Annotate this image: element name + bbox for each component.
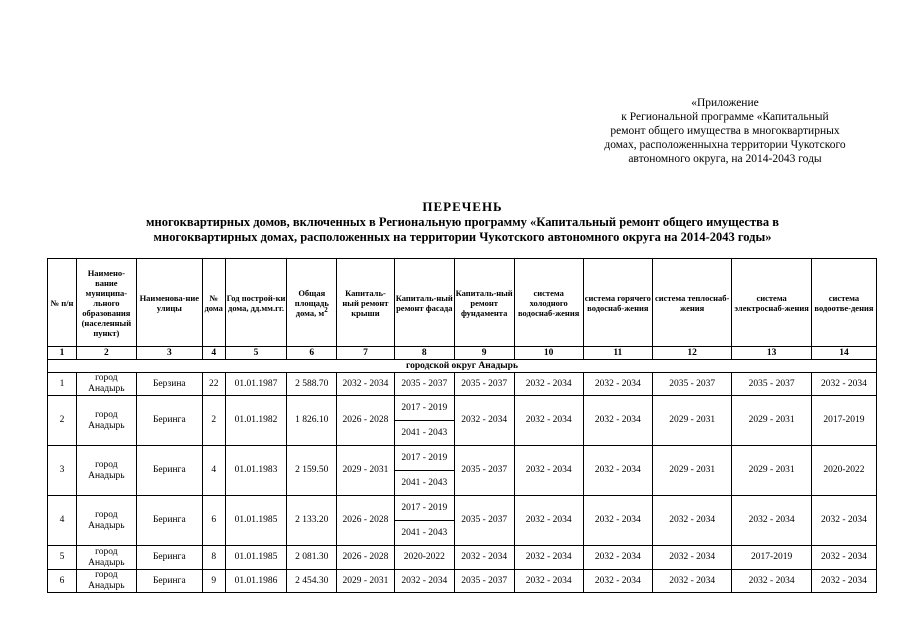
cold-water-cell: 2032 - 2034	[514, 396, 583, 446]
row-number: 4	[48, 496, 77, 546]
area-cell: 2 081.30	[287, 546, 337, 570]
municipality-cell: город Анадырь	[76, 496, 136, 546]
row-number: 1	[48, 373, 77, 396]
column-number: 5	[225, 347, 287, 360]
header-electric: система электроснаб-жения	[732, 259, 811, 347]
drainage-cell: 2032 - 2034	[811, 373, 876, 396]
header-no: № п/н	[48, 259, 77, 347]
heating-cell: 2035 - 2037	[652, 373, 731, 396]
area-cell: 2 133.20	[287, 496, 337, 546]
document-subtitle	[40, 215, 885, 245]
street-cell: Беринга	[136, 396, 202, 446]
document-title: ПЕРЕЧЕНЬ	[422, 199, 503, 214]
year-cell: 01.01.1985	[225, 496, 287, 546]
column-number-row	[48, 347, 877, 360]
heating-cell: 2032 - 2034	[652, 570, 731, 593]
table-row	[48, 546, 877, 570]
hot-water-cell: 2032 - 2034	[583, 396, 652, 446]
table-row	[48, 373, 877, 396]
header-cold-water: система холодного водоснаб-жения	[514, 259, 583, 347]
column-number: 9	[454, 347, 514, 360]
hot-water-cell: 2032 - 2034	[583, 570, 652, 593]
table-row	[48, 396, 877, 421]
electric-cell: 2029 - 2031	[732, 396, 811, 446]
region-row	[48, 360, 877, 373]
foundation-cell: 2032 - 2034	[454, 546, 514, 570]
year-cell: 01.01.1985	[225, 546, 287, 570]
header-street: Наименова-ние улицы	[136, 259, 202, 347]
house-number-cell: 2	[202, 396, 225, 446]
column-number: 4	[202, 347, 225, 360]
heating-cell: 2029 - 2031	[652, 396, 731, 446]
street-cell: Беринга	[136, 570, 202, 593]
municipality-cell: город Анадырь	[76, 546, 136, 570]
roof-cell: 2026 - 2028	[337, 496, 395, 546]
year-cell: 01.01.1986	[225, 570, 287, 593]
roof-cell: 2029 - 2031	[337, 446, 395, 496]
table-row	[48, 446, 877, 471]
appendix-note	[575, 96, 875, 166]
column-number: 10	[514, 347, 583, 360]
cold-water-cell: 2032 - 2034	[514, 446, 583, 496]
facade-cell: 2017 - 2019	[394, 496, 454, 521]
header-area-sup: 2	[324, 305, 328, 314]
header-heating: система теплоснаб-жения	[652, 259, 731, 347]
subtitle-line: многоквартирных домах, расположенных на территории Чукотского автономного округа на 2014-2043 годы»	[153, 230, 772, 244]
header-municipality: Наимено-вание муниципа-льного образования (населенный пункт)	[76, 259, 136, 347]
appendix-line: ремонт общего имущества в многоквартирных	[610, 125, 840, 137]
heating-cell: 2029 - 2031	[652, 446, 731, 496]
drainage-cell: 2017-2019	[811, 396, 876, 446]
electric-cell: 2029 - 2031	[732, 446, 811, 496]
row-number: 5	[48, 546, 77, 570]
region-label: городской округ Анадырь	[48, 360, 877, 373]
municipality-cell: город Анадырь	[76, 373, 136, 396]
drainage-cell: 2032 - 2034	[811, 570, 876, 593]
drainage-cell: 2020-2022	[811, 446, 876, 496]
column-number: 3	[136, 347, 202, 360]
column-number: 12	[652, 347, 731, 360]
header-foundation: Капиталь-ный ремонт фундамента	[454, 259, 514, 347]
area-cell: 2 159.50	[287, 446, 337, 496]
facade-cell: 2041 - 2043	[394, 471, 454, 496]
area-cell: 2 454.30	[287, 570, 337, 593]
street-cell: Беринга	[136, 446, 202, 496]
heating-cell: 2032 - 2034	[652, 546, 731, 570]
column-number: 1	[48, 347, 77, 360]
row-number: 6	[48, 570, 77, 593]
header-drainage: система водоотве-дения	[811, 259, 876, 347]
foundation-cell: 2035 - 2037	[454, 373, 514, 396]
column-number: 14	[811, 347, 876, 360]
subtitle-line: многоквартирных домов, включенных в Региональную программу «Капитальный ремонт общего имущества в	[146, 215, 779, 229]
house-number-cell: 8	[202, 546, 225, 570]
facade-cell: 2041 - 2043	[394, 421, 454, 446]
roof-cell: 2026 - 2028	[337, 546, 395, 570]
facade-cell: 2020-2022	[394, 546, 454, 570]
street-cell: Беринга	[136, 496, 202, 546]
foundation-cell: 2035 - 2037	[454, 570, 514, 593]
appendix-line: «Приложение	[691, 97, 759, 109]
header-year: Год построй-ки дома, дд.мм.гг.	[225, 259, 287, 347]
house-number-cell: 22	[202, 373, 225, 396]
hot-water-cell: 2032 - 2034	[583, 446, 652, 496]
row-number: 3	[48, 446, 77, 496]
column-number: 2	[76, 347, 136, 360]
header-house: № дома	[202, 259, 225, 347]
header-roof: Капиталь-ный ремонт крыши	[337, 259, 395, 347]
appendix-line: автономного округа, на 2014-2043 годы	[628, 153, 822, 165]
appendix-line: к Региональной программе «Капитальный	[621, 111, 829, 123]
foundation-cell: 2035 - 2037	[454, 496, 514, 546]
roof-cell: 2029 - 2031	[337, 570, 395, 593]
foundation-cell: 2035 - 2037	[454, 446, 514, 496]
column-number: 6	[287, 347, 337, 360]
houses-table	[47, 258, 877, 593]
drainage-cell: 2032 - 2034	[811, 496, 876, 546]
year-cell: 01.01.1983	[225, 446, 287, 496]
cold-water-cell: 2032 - 2034	[514, 496, 583, 546]
header-row	[48, 259, 877, 347]
municipality-cell: город Анадырь	[76, 396, 136, 446]
heating-cell: 2032 - 2034	[652, 496, 731, 546]
house-number-cell: 9	[202, 570, 225, 593]
year-cell: 01.01.1982	[225, 396, 287, 446]
column-number: 8	[394, 347, 454, 360]
house-number-cell: 6	[202, 496, 225, 546]
column-number: 13	[732, 347, 811, 360]
table-row	[48, 496, 877, 521]
roof-cell: 2032 - 2034	[337, 373, 395, 396]
cold-water-cell: 2032 - 2034	[514, 546, 583, 570]
column-number: 7	[337, 347, 395, 360]
street-cell: Берзина	[136, 373, 202, 396]
header-hot-water: система горячего водоснаб-жения	[583, 259, 652, 347]
year-cell: 01.01.1987	[225, 373, 287, 396]
municipality-cell: город Анадырь	[76, 570, 136, 593]
hot-water-cell: 2032 - 2034	[583, 496, 652, 546]
hot-water-cell: 2032 - 2034	[583, 373, 652, 396]
house-number-cell: 4	[202, 446, 225, 496]
facade-cell: 2017 - 2019	[394, 396, 454, 421]
electric-cell: 2017-2019	[732, 546, 811, 570]
appendix-line: домах, расположенныхна территории Чукотского	[604, 139, 846, 151]
street-cell: Беринга	[136, 546, 202, 570]
cold-water-cell: 2032 - 2034	[514, 373, 583, 396]
area-cell: 1 826.10	[287, 396, 337, 446]
hot-water-cell: 2032 - 2034	[583, 546, 652, 570]
facade-cell: 2035 - 2037	[394, 373, 454, 396]
area-cell: 2 588.70	[287, 373, 337, 396]
electric-cell: 2032 - 2034	[732, 496, 811, 546]
header-area-label: Общая площадь дома, м	[294, 287, 329, 318]
facade-cell: 2032 - 2034	[394, 570, 454, 593]
facade-cell: 2041 - 2043	[394, 521, 454, 546]
foundation-cell: 2032 - 2034	[454, 396, 514, 446]
row-number: 2	[48, 396, 77, 446]
drainage-cell: 2032 - 2034	[811, 546, 876, 570]
column-number: 11	[583, 347, 652, 360]
roof-cell: 2026 - 2028	[337, 396, 395, 446]
municipality-cell: город Анадырь	[76, 446, 136, 496]
header-facade: Капиталь-ный ремонт фасада	[394, 259, 454, 347]
header-area	[287, 259, 337, 347]
electric-cell: 2035 - 2037	[732, 373, 811, 396]
facade-cell: 2017 - 2019	[394, 446, 454, 471]
electric-cell: 2032 - 2034	[732, 570, 811, 593]
table-row	[48, 570, 877, 593]
cold-water-cell: 2032 - 2034	[514, 570, 583, 593]
